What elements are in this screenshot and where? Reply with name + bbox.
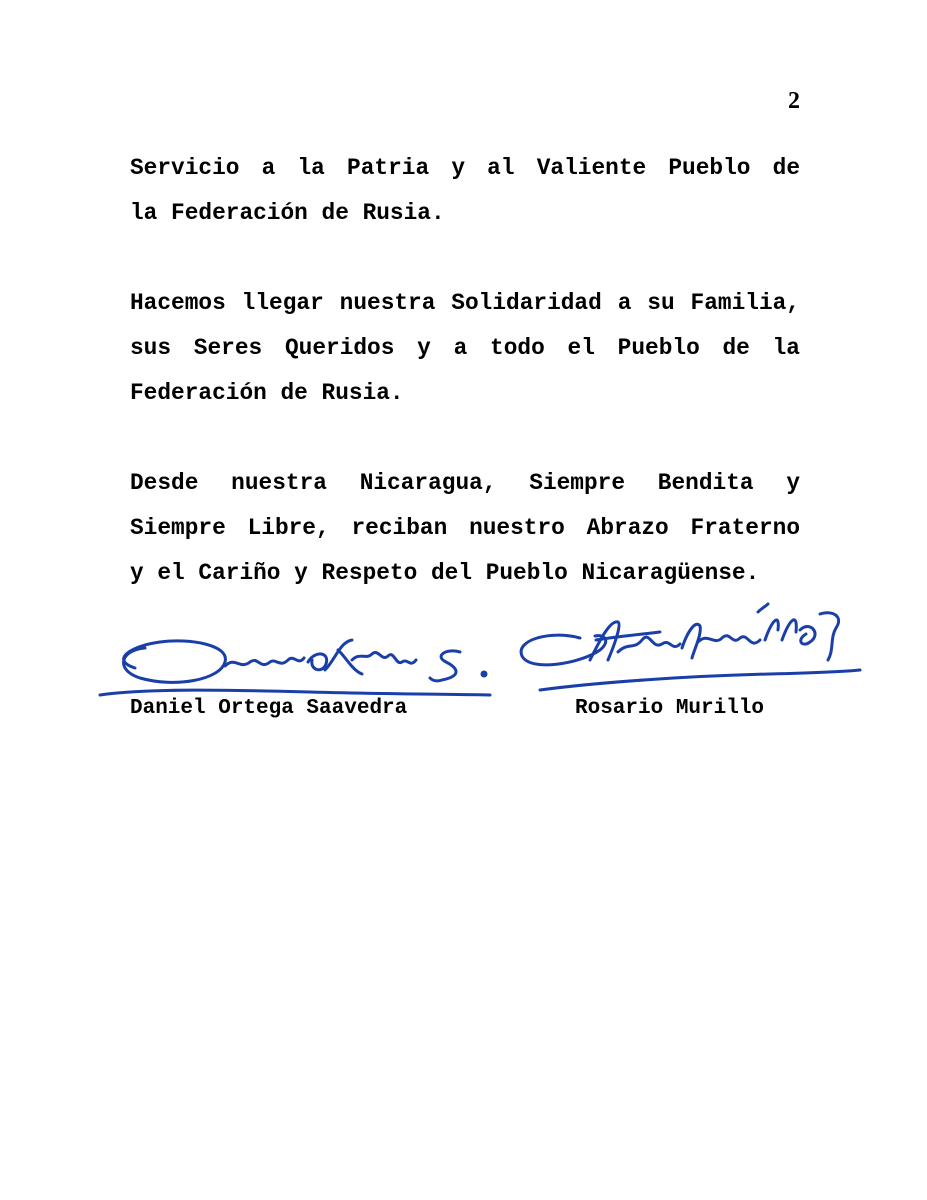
- paragraph-solidarity: [130, 281, 800, 416]
- paragraph-closing-1: [130, 146, 800, 236]
- paragraph-line: Federación de Rusia.: [130, 380, 404, 406]
- signature-right-image: [510, 590, 870, 710]
- signer-name-left: Daniel Ortega Saavedra: [130, 697, 408, 720]
- signer-name-right: Rosario Murillo: [575, 697, 765, 720]
- paragraph-line: Desde nuestra Nicaragua, Siempre Bendita y: [130, 470, 800, 496]
- signature-left-image: [90, 600, 500, 710]
- paragraph-line: Servicio a la Patria y al Valiente Pueblo de: [130, 155, 800, 181]
- paragraph-line: Siempre Libre, reciban nuestro Abrazo Fraterno: [130, 515, 800, 541]
- page-number: 2: [788, 88, 800, 114]
- paragraph-line: la Federación de Rusia.: [130, 200, 445, 226]
- paragraph-greeting: [130, 461, 800, 596]
- paragraph-line: sus Seres Queridos y a todo el Pueblo de la: [130, 335, 800, 361]
- paragraph-line: y el Cariño y Respeto del Pueblo Nicaragüense.: [130, 560, 760, 586]
- paragraph-line: Hacemos llegar nuestra Solidaridad a su Familia,: [130, 290, 800, 316]
